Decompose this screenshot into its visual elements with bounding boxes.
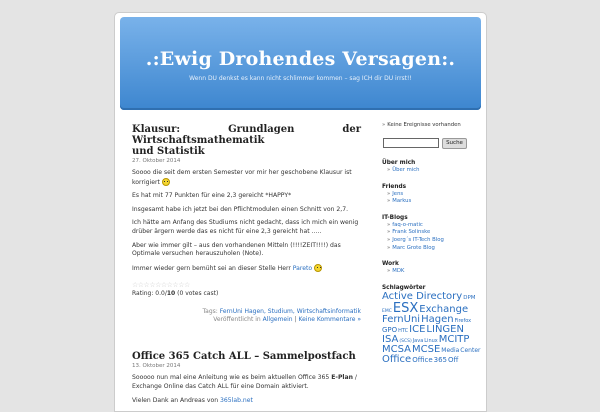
- tag-link[interactable]: Java: [412, 337, 424, 344]
- post-title-line[interactable]: und Statistik: [132, 146, 205, 157]
- work-heading: Work: [382, 261, 399, 268]
- tag-link[interactable]: GPO: [382, 325, 398, 334]
- tag-link[interactable]: Active Directory: [382, 290, 463, 302]
- post-paragraph: Aber wie immer gilt – aus den vorhandenen Mitteln (!!!!ZEIT!!!!) das Optimale versuchen herauszuholen (Note).: [132, 241, 341, 258]
- blog-header: [120, 17, 481, 110]
- post-paragraph: Immer wieder gern bemüht sei an dieser Stelle Herr Pareto: [132, 264, 361, 274]
- friends-list: [382, 191, 482, 206]
- itblogs-list: [382, 222, 482, 252]
- sidebar-link-item[interactable]: » faq-o-matic: [387, 221, 423, 228]
- tag-link[interactable]: MCSA: [382, 343, 411, 355]
- post-tags-links[interactable]: FernUni Hagen, Studium, Wirtschaftsinformatik: [219, 308, 361, 316]
- tag-link[interactable]: MCITP: [438, 333, 470, 345]
- smiley-icon: [314, 264, 322, 272]
- tag-link[interactable]: Office: [412, 355, 433, 364]
- sidebar-link-item[interactable]: » Marc Grote Blog: [387, 244, 435, 251]
- sidebar-link-item[interactable]: » Markus: [387, 198, 412, 205]
- tag-link[interactable]: Media: [441, 346, 460, 354]
- post-paragraph: Sooooo nun mal eine Anleitung wie es beim aktuellen Office 365 E-Plan / Exchange Online das Catch ALL für eine Domain aktiviert.: [132, 374, 357, 390]
- tag-link[interactable]: Center: [460, 346, 481, 354]
- events-notice: » Keine Ereignisse vorhanden: [382, 122, 461, 128]
- pareto-link[interactable]: Pareto: [292, 264, 313, 272]
- about-list: [382, 167, 482, 175]
- page-container: [114, 12, 487, 412]
- post-klausur: [132, 124, 361, 324]
- search-button[interactable]: Suche: [442, 138, 467, 149]
- tag-link[interactable]: Exchange: [419, 303, 469, 315]
- post-paragraph: Soooo die seit dem ersten Semester vor mir her geschobene Klausur ist korrigiert: [132, 169, 352, 186]
- smiley-icon: [162, 178, 170, 186]
- post-date: 27. Oktober 2014: [132, 158, 181, 164]
- post-title[interactable]: Office 365 Catch ALL – Sammelpostfach: [132, 351, 356, 363]
- tag-link[interactable]: HTC: [398, 327, 409, 334]
- tag-link[interactable]: 365: [433, 355, 448, 364]
- post-office365: [132, 351, 361, 405]
- tag-link[interactable]: Firefox: [454, 317, 472, 324]
- main-content: [132, 124, 361, 405]
- friends-heading: Friends: [382, 183, 407, 190]
- 365lab-link[interactable]: 365lab.net: [220, 396, 253, 404]
- search-form: [382, 138, 482, 151]
- post-paragraph: Vielen Dank an Andreas von 365lab.net: [132, 396, 253, 404]
- post-paragraph: Insgesamt habe ich jetzt bei den Pflichtmodulen einen Schnitt von 2,7.: [132, 205, 349, 213]
- tag-link[interactable]: ESX: [392, 300, 419, 316]
- tag-link[interactable]: Hagen: [421, 313, 454, 325]
- sidebar: [382, 122, 482, 365]
- tag-link[interactable]: ICE: [409, 323, 426, 335]
- tag-link[interactable]: MCSE: [411, 343, 441, 355]
- itblogs-heading: IT-Blogs: [382, 214, 408, 221]
- search-input[interactable]: [383, 138, 439, 148]
- tag-link[interactable]: DPM: [463, 294, 476, 301]
- rating-stars[interactable]: ☆☆☆☆☆☆☆☆☆☆: [132, 281, 190, 290]
- tag-link[interactable]: (SCS): [399, 338, 412, 344]
- tags-heading: Schlagwörter: [382, 284, 426, 291]
- post-meta: Tags: FernUni Hagen, Studium, Wirtschaftsinformatik Veröffentlicht in Allgemein | Keine Kommentare »: [202, 308, 361, 324]
- post-date: 13. Oktober 2014: [132, 363, 181, 370]
- about-heading: Über mich: [382, 160, 416, 166]
- rating-text: Rating: 0.0/10 (0 votes cast): [132, 290, 219, 298]
- tag-link[interactable]: FernUni: [382, 313, 421, 325]
- post-paragraph: Ich hätte am Anfang des Studiums nicht gedacht, dass ich mich ein wenig drüber ärgern werde das es nicht für eine 2,3 gereicht hat …..: [132, 219, 359, 235]
- sidebar-link-item[interactable]: » Über mich: [387, 167, 420, 173]
- post-body: [132, 374, 361, 405]
- tag-link[interactable]: ISA: [382, 333, 399, 345]
- comments-link[interactable]: Keine Kommentare »: [298, 316, 361, 324]
- sidebar-link-item[interactable]: » Joerg´s IT-Tech Blog: [387, 236, 444, 243]
- tag-link[interactable]: Linux: [424, 337, 438, 344]
- sidebar-link-item[interactable]: » MDK: [387, 268, 405, 275]
- blog-tagline: Wenn DU denkst es kann nicht schlimmer kommen – sag ICH dir DU irrst!!: [189, 75, 412, 82]
- tag-link[interactable]: Off: [448, 355, 459, 364]
- blog-title-link[interactable]: .:Ewig Drohendes Versagen:.: [145, 48, 456, 70]
- tag-link[interactable]: LINGEN: [426, 323, 464, 335]
- tag-cloud: [382, 292, 482, 365]
- sidebar-link-item[interactable]: » Frank Solinske: [387, 229, 431, 236]
- post-paragraph: Es hat mit 77 Punkten für eine 2,3 gereicht *HAPPY*: [132, 192, 292, 200]
- post-body: [132, 169, 361, 273]
- post-title-line[interactable]: Klausur: Grundlagen der Wirtschaftsmathematik: [132, 124, 361, 146]
- tag-link[interactable]: EMC: [382, 308, 392, 314]
- sidebar-link-item[interactable]: » Jens: [387, 190, 404, 197]
- tag-link[interactable]: Office: [382, 353, 412, 365]
- work-list: [382, 268, 482, 276]
- category-link[interactable]: Allgemein: [262, 316, 293, 324]
